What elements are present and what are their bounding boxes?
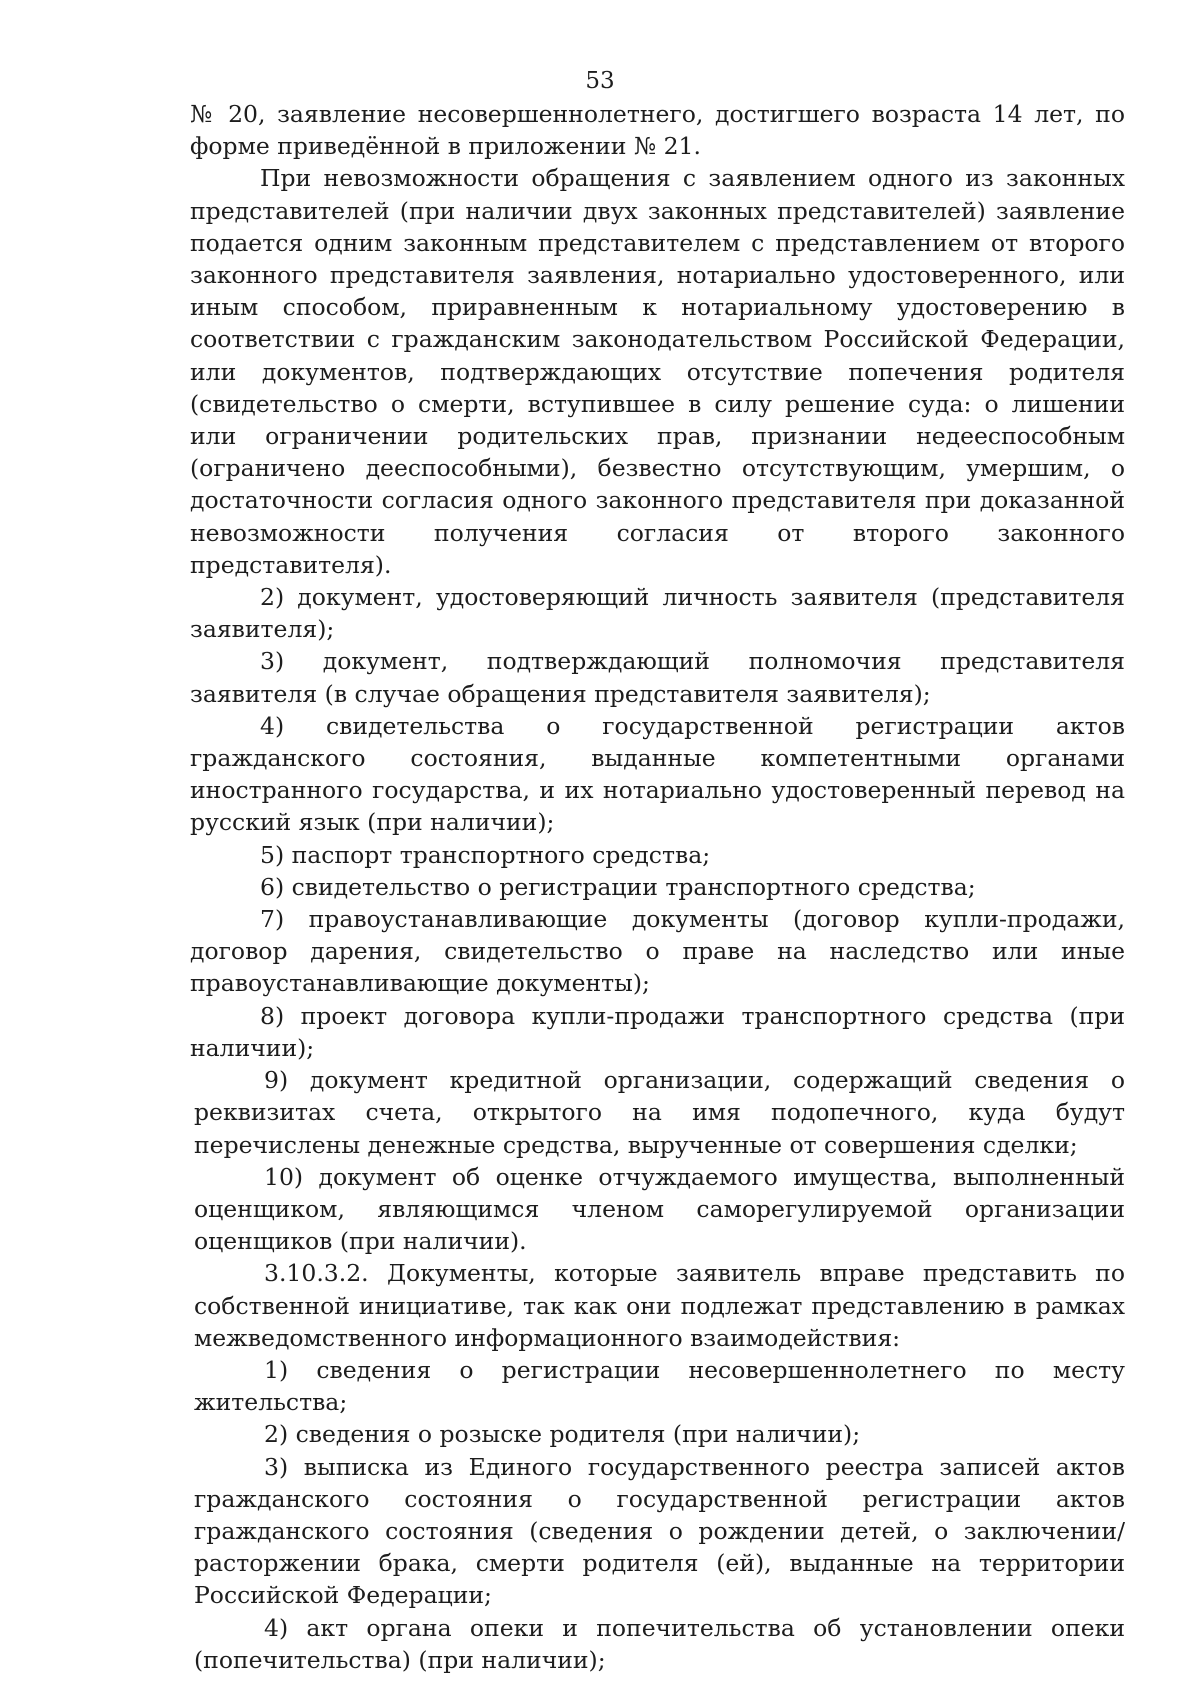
list-item-6: 6) свидетельство о регистрации транспортного средства;	[260, 872, 976, 901]
list-item-5: 5) паспорт транспортного средства;	[260, 840, 711, 869]
interagency-item-4: 4) акт органа опеки и попечительства об установлении опеки (попечительства) (при наличии);	[194, 1613, 1125, 1674]
list-item-9: 9) документ кредитной организации, содержащий сведения о реквизитах счета, открытого на имя подопечного, куда будут перечислены денежные средства, вырученные от совершения сделки;	[194, 1066, 1125, 1159]
section-3-10-3-2: 3.10.3.2. Документы, которые заявитель вправе представить по собственной инициативе, так как они подлежат представлению в рамках межведомственного информационного взаимодействия:	[194, 1259, 1125, 1352]
list-item-2: 2) документ, удостоверяющий личность заявителя (представителя заявителя);	[190, 583, 1125, 644]
interagency-item-2: 2) сведения о розыске родителя (при наличии);	[264, 1420, 861, 1449]
page-number: 53	[585, 68, 615, 94]
list-item-8: 8) проект договора купли-продажи транспортного средства (при наличии);	[190, 1001, 1125, 1062]
list-item-7: 7) правоустанавливающие документы (договор купли-продажи, договор дарения, свидетельство о праве на наследство или иные правоустанавливающие документы);	[190, 905, 1125, 998]
document-body	[190, 98, 1125, 1676]
interagency-item-3: 3) выписка из Единого государственного реестра записей актов гражданского состояния о государственной регистрации актов гражданского состояния (сведения о рождении детей, о заключении/расторжении брака, смерти родителя (ей), выданные на территории Российской Федерации;	[194, 1452, 1125, 1610]
paragraph-legal-representatives: При невозможности обращения с заявлением одного из законных представителей (при наличии двух законных представителей) заявление подается одним законным представителем с представлением от второго законного представителя заявления, нотариально удостоверенного, или иным способом, приравненным к нотариальному удостоверению в соответствии с гражданским законодательством Российской Федерации, или документов, подтверждающих отсутствие попечения родителя (свидетельство о смерти, вступившее в силу решение суда: о лишении или ограничении родительских прав, признании недееспособным (ограничено дееспособными), безвестно отсутствующим, умершим, о достаточности согласия одного законного представителя при доказанной невозможности получения согласия от второго законного представителя).	[190, 164, 1125, 579]
paragraph-continuation: № 20, заявление несовершеннолетнего, достигшего возраста 14 лет, по форме приведённой в приложении № 21.	[190, 100, 1125, 161]
list-item-10: 10) документ об оценке отчуждаемого имущества, выполненный оценщиком, являющимся членом саморегулируемой организации оценщиков (при наличии).	[194, 1162, 1125, 1256]
list-item-3: 3) документ, подтверждающий полномочия представителя заявителя (в случае обращения представителя заявителя);	[190, 647, 1125, 708]
interagency-item-1: 1) сведения о регистрации несовершеннолетнего по месту жительства;	[194, 1355, 1125, 1417]
list-item-4: 4) свидетельства о государственной регистрации актов гражданского состояния, выданные компетентными органами иностранного государства, и их нотариально удостоверенный перевод на русский язык (при наличии);	[190, 711, 1125, 837]
